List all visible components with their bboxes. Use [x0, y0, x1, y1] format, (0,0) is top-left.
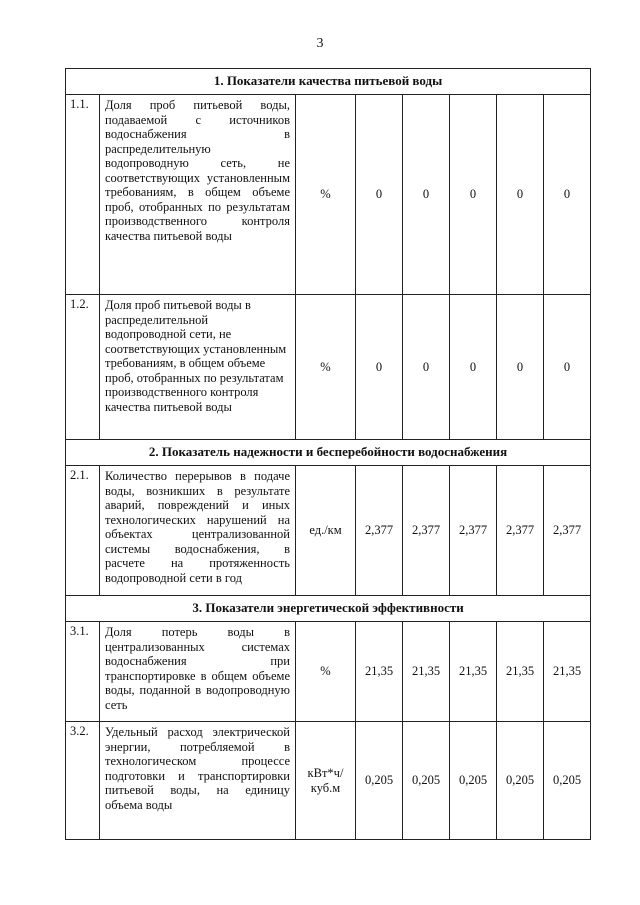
row-value: 0,205	[497, 722, 544, 840]
indicators-table	[65, 68, 591, 840]
row-value: 2,377	[356, 466, 403, 596]
row-number: 1.1.	[66, 95, 100, 295]
row-value: 21,35	[403, 622, 450, 722]
section-title: 2. Показатель надежности и бесперебойности водоснабжения	[66, 440, 591, 466]
row-number: 3.2.	[66, 722, 100, 840]
table-row	[66, 295, 591, 440]
row-value: 2,377	[497, 466, 544, 596]
row-value: 21,35	[544, 622, 591, 722]
row-value: 21,35	[356, 622, 403, 722]
section-header-row	[66, 440, 591, 466]
row-value: 0,205	[544, 722, 591, 840]
row-description: Доля проб питьевой воды в распределительной водопроводной сети, не соответствующих установленным требованиям, в общем объеме проб, отобранных по результатам производственного контроля качества питьевой воды	[100, 295, 296, 440]
row-number: 1.2.	[66, 295, 100, 440]
row-value: 0	[450, 295, 497, 440]
row-value: 0	[356, 295, 403, 440]
table-row	[66, 466, 591, 596]
section-header-row	[66, 596, 591, 622]
row-value: 0,205	[450, 722, 497, 840]
row-description: Удельный расход электрической энергии, потребляемой в технологическом процессе подготовки и транспортировки питьевой воды, на единицу объема воды	[100, 722, 296, 840]
row-value: 2,377	[403, 466, 450, 596]
row-value: 2,377	[544, 466, 591, 596]
table-row	[66, 622, 591, 722]
section-title: 3. Показатели энергетической эффективности	[66, 596, 591, 622]
row-value: 0,205	[403, 722, 450, 840]
row-value: 21,35	[450, 622, 497, 722]
row-value: 0	[544, 95, 591, 295]
row-value: 0	[450, 95, 497, 295]
section-title: 1. Показатели качества питьевой воды	[66, 69, 591, 95]
row-value: 0	[544, 295, 591, 440]
row-value: 0	[497, 95, 544, 295]
row-unit: %	[296, 622, 356, 722]
row-unit: кВт*ч/ куб.м	[296, 722, 356, 840]
row-value: 0	[403, 295, 450, 440]
row-value: 0	[497, 295, 544, 440]
table-row	[66, 95, 591, 295]
table-row	[66, 722, 591, 840]
row-number: 2.1.	[66, 466, 100, 596]
section-header-row	[66, 69, 591, 95]
row-unit: %	[296, 95, 356, 295]
row-value: 0	[403, 95, 450, 295]
row-value: 21,35	[497, 622, 544, 722]
page-number: 3	[316, 36, 324, 51]
row-unit: ед./км	[296, 466, 356, 596]
row-description: Доля проб питьевой воды, подаваемой с источников водоснабжения в распределительную водопроводную сеть, не соответствующих установленным требованиям, в общем объеме проб, отобранных по результатам производственного контроля качества питьевой воды	[100, 95, 296, 295]
row-unit: %	[296, 295, 356, 440]
row-value: 2,377	[450, 466, 497, 596]
row-value: 0	[356, 95, 403, 295]
row-description: Доля потерь воды в централизованных системах водоснабжения при транспортировке в общем объеме воды, поданной в водопроводную сеть	[100, 622, 296, 722]
row-description: Количество перерывов в подаче воды, возникших в результате аварий, повреждений и иных технологических нарушений на объектах централизованной системы водоснабжения, в расчете на протяженность водопроводной сети в год	[100, 466, 296, 596]
row-number: 3.1.	[66, 622, 100, 722]
row-value: 0,205	[356, 722, 403, 840]
